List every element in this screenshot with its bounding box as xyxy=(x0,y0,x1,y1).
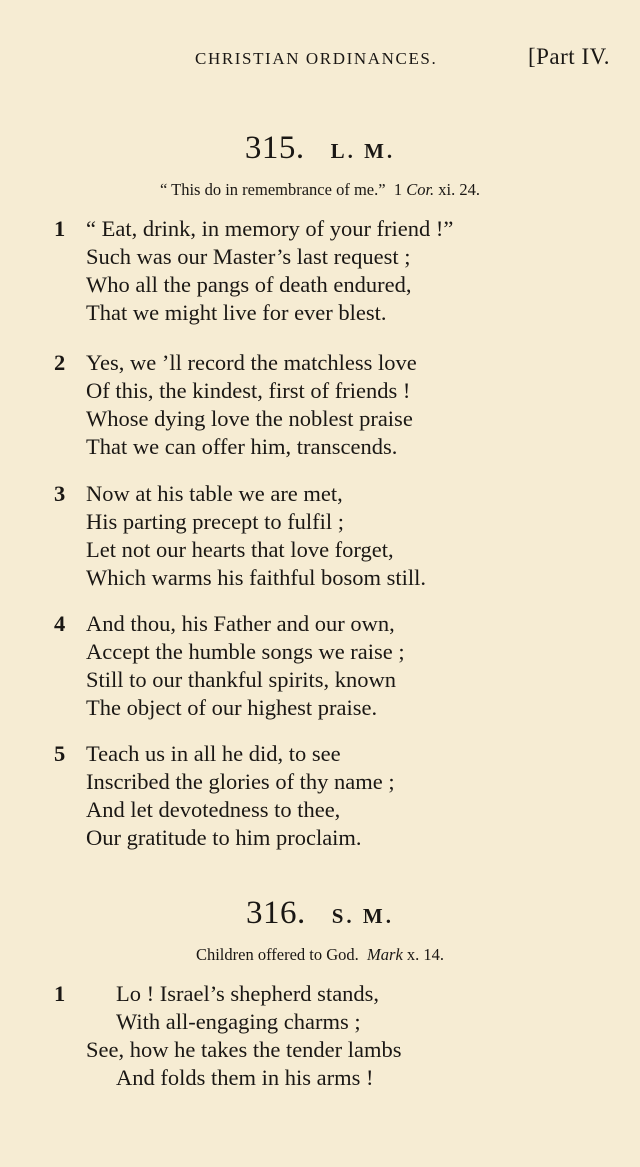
verse-text: And thou, his Father and our own, xyxy=(86,611,395,636)
verse-text: With all-engaging charms ; xyxy=(116,1009,361,1034)
epigraph-quote: “ This do in remembrance of me.” xyxy=(159,180,386,199)
hymn-316-heading xyxy=(0,895,640,932)
part-label: [Part IV. xyxy=(527,44,610,69)
verse-text: Which warms his faithful bosom still. xyxy=(86,565,426,590)
epigraph-ref-book: 1 xyxy=(393,180,403,199)
verse-line xyxy=(54,564,614,592)
verse-text: Yes, we ’ll record the matchless love xyxy=(86,350,417,375)
hymn-315-heading xyxy=(0,130,640,167)
verse-line xyxy=(54,1008,614,1036)
page-header xyxy=(195,44,610,70)
stanza-315-2 xyxy=(54,349,614,461)
verse-line xyxy=(54,694,614,722)
verse-text: Of this, the kindest, first of friends ! xyxy=(86,378,411,403)
epigraph-ref-rest: xi. 24. xyxy=(438,180,481,199)
stanza-number: 5 xyxy=(54,741,66,766)
stanza-316-1 xyxy=(54,980,614,1092)
verse-text: “ Eat, drink, in memory of your friend !” xyxy=(86,216,454,241)
verse-text: Still to our thankful spirits, known xyxy=(86,667,397,692)
verse-line xyxy=(54,215,614,243)
stanza-315-3 xyxy=(54,480,614,592)
epigraph-ref-italic: Cor. xyxy=(406,180,435,199)
verse-line xyxy=(54,299,614,327)
hymn-number: 315. xyxy=(244,130,305,166)
verse-line xyxy=(54,271,614,299)
verse-text: Such was our Master’s last request ; xyxy=(86,244,411,269)
stanza-number: 4 xyxy=(54,611,66,636)
stanza-number: 2 xyxy=(54,350,66,375)
stanza-315-4 xyxy=(54,610,614,722)
verse-line xyxy=(54,638,614,666)
verse-line xyxy=(54,796,614,824)
verse-text: That we can offer him, transcends. xyxy=(86,434,398,459)
epigraph-quote: Children offered to God. xyxy=(195,945,359,964)
verse-text: His parting precept to fulfil ; xyxy=(86,509,345,534)
verse-text: See, how he takes the tender lambs xyxy=(86,1037,402,1062)
verse-text: And let devotedness to thee, xyxy=(86,797,341,822)
verse-line xyxy=(54,768,614,796)
stanza-315-5 xyxy=(54,740,614,852)
verse-text: Who all the pangs of death endured, xyxy=(86,272,412,297)
verse-text: Accept the humble songs we raise ; xyxy=(86,639,405,664)
verse-line xyxy=(54,740,614,768)
epigraph-ref-italic: Mark xyxy=(367,945,403,964)
verse-line xyxy=(54,377,614,405)
verse-text: The object of our highest praise. xyxy=(86,695,378,720)
epigraph-ref-rest: x. 14. xyxy=(406,945,445,964)
stanza-315-1 xyxy=(54,215,614,327)
stanza-number: 1 xyxy=(54,216,66,241)
verse-line xyxy=(54,405,614,433)
verse-line xyxy=(54,536,614,564)
verse-text: And folds them in his arms ! xyxy=(116,1065,374,1090)
verse-text: Now at his table we are met, xyxy=(86,481,343,506)
verse-line xyxy=(54,610,614,638)
running-title: CHRISTIAN ORDINANCES. xyxy=(195,49,438,68)
verse-text: Teach us in all he did, to see xyxy=(86,741,341,766)
verse-text: Inscribed the glories of thy name ; xyxy=(86,769,395,794)
verse-line xyxy=(54,980,614,1008)
verse-text: Whose dying love the noblest praise xyxy=(86,406,413,431)
verse-line xyxy=(54,824,614,852)
hymn-meter: L. M. xyxy=(330,139,396,163)
verse-line xyxy=(54,1064,614,1092)
verse-line xyxy=(54,433,614,461)
verse-line xyxy=(54,508,614,536)
verse-text: Lo ! Israel’s shepherd stands, xyxy=(116,981,380,1006)
stanza-number: 3 xyxy=(54,481,66,506)
verse-line xyxy=(54,480,614,508)
hymn-number: 316. xyxy=(246,895,306,931)
verse-line xyxy=(54,1036,614,1064)
verse-line xyxy=(54,349,614,377)
hymn-316-epigraph xyxy=(0,945,640,965)
verse-line xyxy=(54,243,614,271)
hymn-meter: S. M. xyxy=(331,904,394,928)
verse-text: Let not our hearts that love forget, xyxy=(86,537,394,562)
verse-text: That we might live for ever blest. xyxy=(86,300,387,325)
verse-line xyxy=(54,666,614,694)
hymn-315-epigraph xyxy=(0,180,640,200)
verse-text: Our gratitude to him proclaim. xyxy=(86,825,362,850)
stanza-number: 1 xyxy=(54,981,66,1006)
